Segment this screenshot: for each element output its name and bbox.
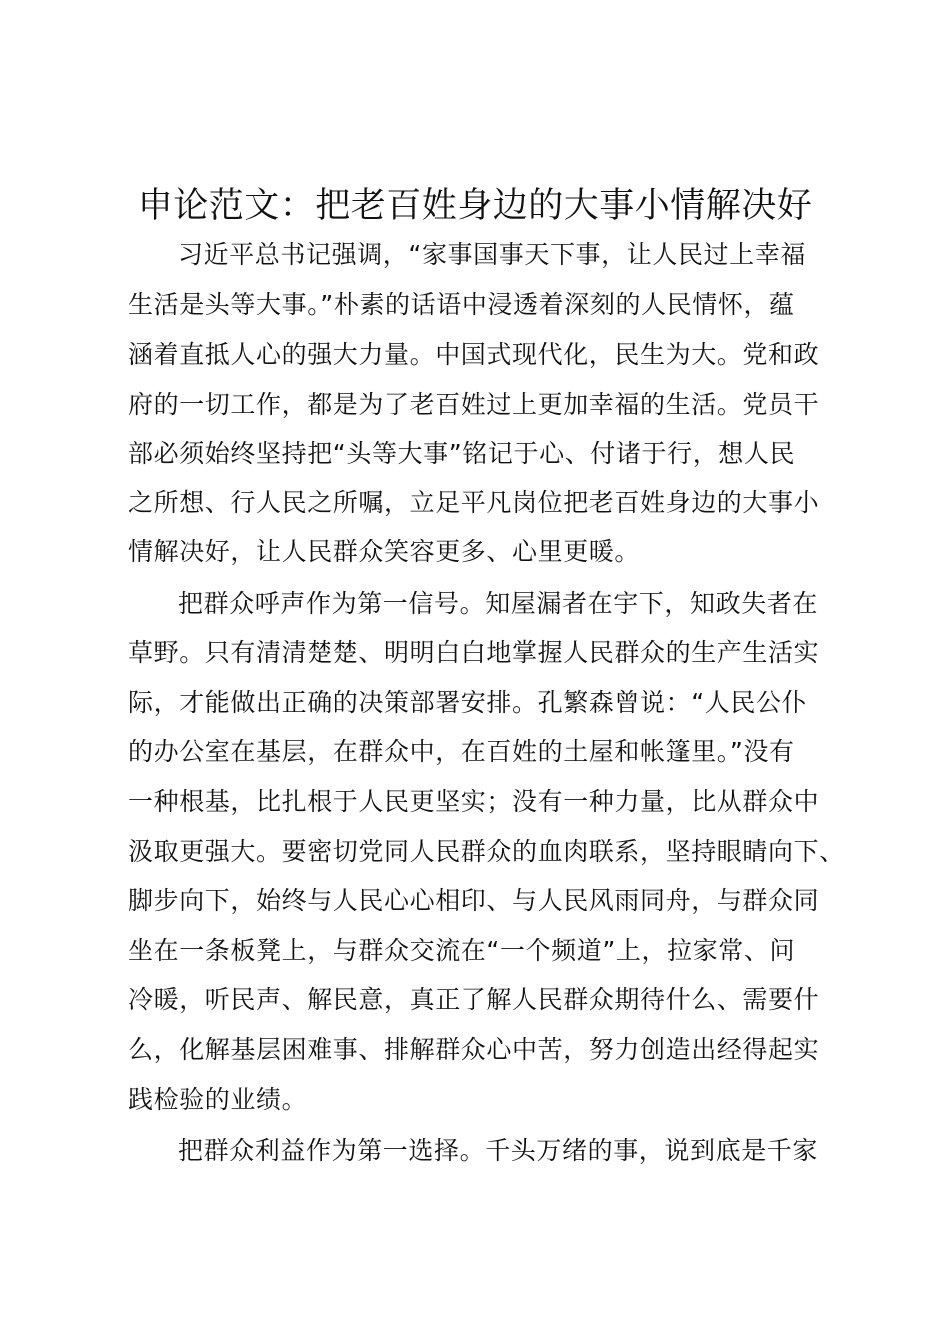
paragraph-1-line-6: 之所想、行人民之所嘱，立足平凡岗位把老百姓身边的大事小 [128,488,820,517]
paragraph-2-line-6: 汲取更强大。要密切党同人民群众的血肉联系，坚持眼睛向下、 [128,837,845,866]
paragraph-2-line-8: 坐在一条板凳上，与群众交流在“一个频道”上，拉家常、问 [128,936,796,965]
paragraph-2-line-1: 把群众呼声作为第一信号。知屋漏者在宇下，知政失者在 [178,589,819,618]
paragraph-1-line-7: 情解决好，让人民群众笑容更多、心里更暖。 [128,537,641,566]
paragraph-2-line-10: 么，化解基层困难事、排解群众心中苦，努力创造出经得起实 [128,1035,820,1064]
paragraph-1-line-2: 生活是头等大事。”朴素的话语中浸透着深刻的人民情怀，蕴 [128,290,795,319]
document-title: 申论范文：把老百姓身边的大事小情解决好 [137,186,813,226]
paragraph-1-line-3: 涵着直抵人心的强大力量。中国式现代化，民生为大。党和政 [128,340,820,369]
paragraph-2-line-2: 草野。只有清清楚楚、明明白白地掌握人民群众的生产生活实 [128,638,820,667]
paragraph-2-line-5: 一种根基，比扎根于人民更坚实；没有一种力量，比从群众中 [128,787,820,816]
paragraph-1-line-4: 府的一切工作，都是为了老百姓过上更加幸福的生活。党员干 [128,390,820,419]
paragraph-2-line-11: 践检验的业绩。 [128,1085,308,1114]
paragraph-2-line-3: 际，才能做出正确的决策部署安排。孔繁森曾说：“人民公仆 [128,688,808,717]
paragraph-1-line-5: 部必须始终坚持把“头等大事”铭记于心、付诸于行，想人民 [128,439,796,468]
paragraph-2-line-4: 的办公室在基层，在群众中，在百姓的土屋和帐篷里。”没有 [128,737,795,766]
paragraph-2-line-7: 脚步向下，始终与人民心心相印、与人民风雨同舟，与群众同 [128,886,820,915]
paragraph-2-line-9: 冷暖，听民声、解民意，真正了解人民群众期待什么、需要什 [128,985,820,1014]
paragraph-3-line-1: 把群众利益作为第一选择。千头万绪的事，说到底是千家 [178,1136,819,1165]
paragraph-1-line-1: 习近平总书记强调，“家事国事天下事，让人民过上幸福 [178,240,806,269]
